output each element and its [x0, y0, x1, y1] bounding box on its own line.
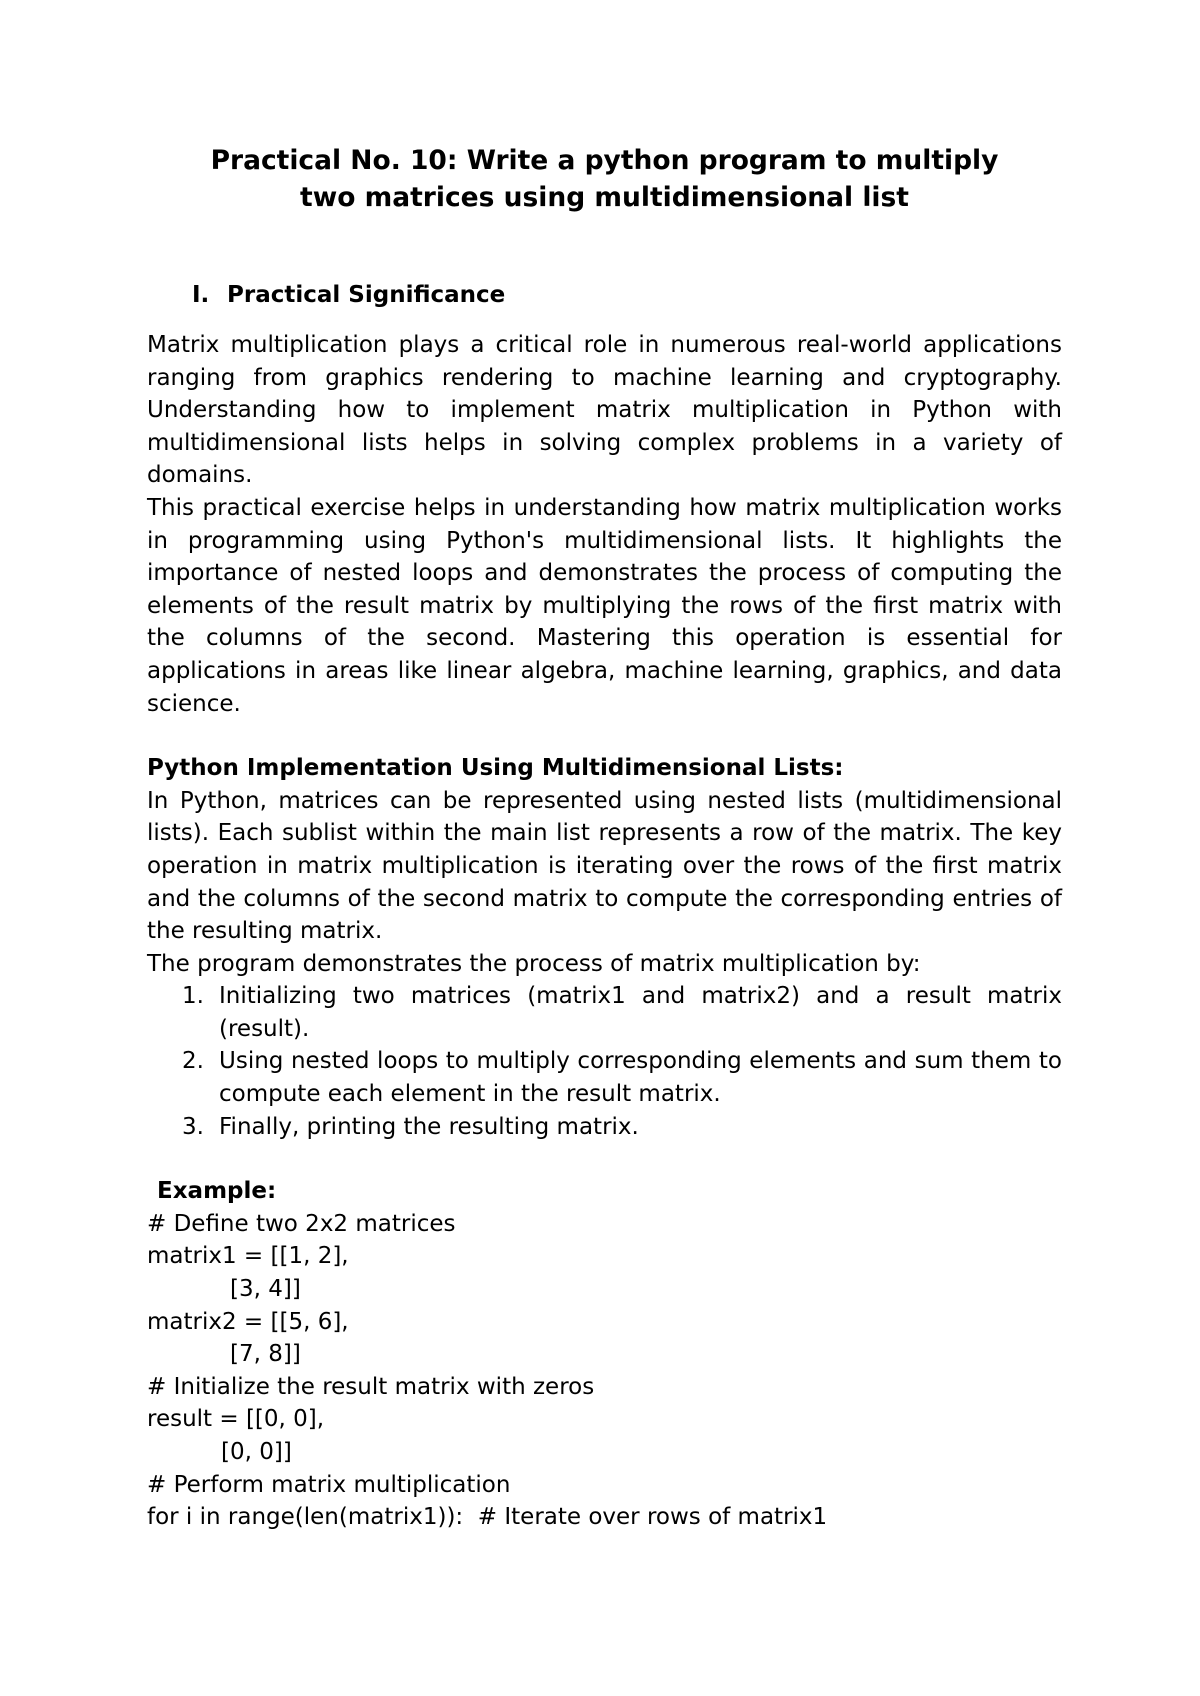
- list-item-text: Initializing two matrices (matrix1 and matrix2) and a result matrix (result).: [219, 983, 1062, 1042]
- section-number: I.: [192, 282, 210, 308]
- implementation-body: [147, 785, 1062, 981]
- list-item-text: Finally, printing the resulting matrix.: [219, 1113, 639, 1140]
- list-item-number: 1.: [182, 983, 204, 1010]
- code-line: [7, 8]]: [230, 1341, 301, 1368]
- implementation-intro: The program demonstrates the process of matrix multiplication by:: [147, 950, 921, 977]
- code-line: # Define two 2x2 matrices: [147, 1210, 456, 1237]
- code-line: [3, 4]]: [230, 1276, 301, 1303]
- document-page: [147, 130, 1062, 1534]
- list-item: [147, 1111, 1062, 1144]
- page-title: [147, 142, 1062, 216]
- code-line: matrix1 = [[1, 2],: [147, 1243, 349, 1270]
- list-item-number: 3.: [182, 1113, 204, 1140]
- code-line: matrix2 = [[5, 6],: [147, 1308, 349, 1335]
- implementation-heading: Python Implementation Using Multidimensional Lists:: [147, 755, 844, 782]
- significance-paragraph-1: Matrix multiplication plays a critical role in numerous real-world applications ranging from graphics rendering to machine learning and cryptography. Understanding how to implement matrix multiplication in Python with multidimensional lists helps in solving complex problems in a variety of domains.: [147, 332, 1062, 489]
- section-heading-text: Practical Significance: [227, 282, 506, 308]
- code-line: result = [[0, 0],: [147, 1406, 325, 1433]
- code-block: [147, 1208, 1062, 1534]
- steps-list: [147, 980, 1062, 1143]
- list-item-text: Using nested loops to multiply corresponding elements and sum them to compute each element in the result matrix.: [219, 1048, 1062, 1108]
- code-line: # Perform matrix multiplication: [147, 1471, 511, 1498]
- title-line-2: two matrices using multidimensional list: [300, 182, 909, 213]
- code-line: [0, 0]]: [221, 1439, 292, 1465]
- list-item: [147, 1045, 1062, 1110]
- list-item-number: 2.: [182, 1048, 204, 1075]
- implementation-paragraph: In Python, matrices can be represented using nested lists (multidimensional lists). Each sublist within the main list represents a row of the matrix. The key operation in matrix multiplication is iterating over the rows of the first matrix and the columns of the second matrix to compute the corresponding entries of the resulting matrix.: [147, 787, 1062, 945]
- code-line: # Initialize the result matrix with zeros: [147, 1373, 595, 1400]
- section-heading-practical-significance: [147, 278, 1062, 312]
- significance-paragraph-2: This practical exercise helps in understanding how matrix multiplication works in programming using Python's multidimensional lists. It highlights the importance of nested loops and demonstrates the process of computing the elements of the result matrix by multiplying the rows of the first matrix with the columns of the second. Mastering this operation is essential for applications in areas like linear algebra, machine learning, graphics, and data science.: [147, 494, 1062, 717]
- example-label: Example:: [157, 1178, 277, 1205]
- list-item: [147, 980, 1062, 1045]
- title-line-1: Practical No. 10: Write a python program to multiply: [210, 145, 999, 176]
- significance-body: [147, 329, 1062, 720]
- code-line: for i in range(len(matrix1)): # Iterate over rows of matrix1: [147, 1504, 828, 1531]
